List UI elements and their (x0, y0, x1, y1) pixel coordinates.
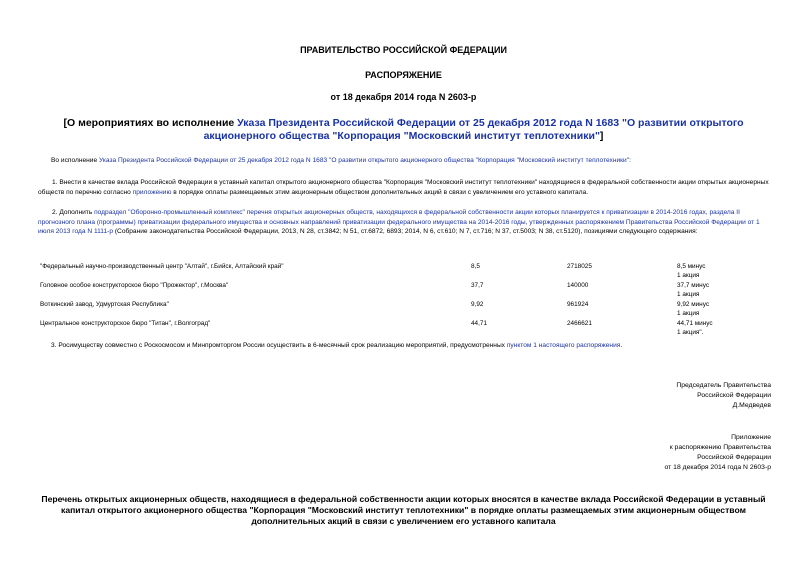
document-date-number: от 18 декабря 2014 года N 2603-р (330, 92, 477, 102)
table-row-2-shares: 140000 (567, 282, 589, 289)
table-row-4-note2: 1 акция". (677, 329, 704, 336)
p1-text-a: 1. Внести в качестве вклада Российской Федерации в уставный капитал открытого акционерного общества "Корпорация "Московский институт теплотехники" находящиеся в федеральной собственности акции открытых акционерных обществ по перечню согласно (38, 179, 769, 196)
appendix-line-3: Российской Федерации (697, 454, 771, 461)
government-heading: ПРАВИТЕЛЬСТВО РОССИЙСКОЙ ФЕДЕРАЦИИ (300, 45, 507, 55)
p1-text-b: в порядке оплаты размещаемых этим акционерным обществом дополнительных акций в связи с увеличением его уставного капитала. (171, 188, 589, 196)
intro-prefix: Во исполнение (51, 157, 99, 164)
privatization-plan-link[interactable]: подраздел "Оборонно-промышленный комплекс" перечня открытых акционерных обществ, находящихся в федеральной собственности акции которых планируется к приватизации в 2014-2016 годах, раздела II прогнозного плана (программы) приватизации федерального имущества и основных направлений приватизации федерального имущества на 2014-2016 годы, утвержденных распоряжением Правительства Российской Федерации от 1 июля 2013 года N 1111-р (38, 209, 760, 236)
table-row-2-pct: 37,7 (471, 282, 484, 289)
appendix-list-title: Перечень открытых акционерных обществ, находящиеся в федеральной собственности акции которых вносятся в качестве вклада Российской Федерации в уставный капитал открытого акционерного общества "Корпорация "Московский институт теплотехники" в порядке оплаты размещаемых этим акционерным обществом дополнительных акций в связи с увеличением его уставного капитала (41, 494, 766, 526)
p2-text-a: 2. Дополнить (52, 209, 95, 216)
signature-block (676, 381, 771, 411)
appendix-line-4: от 18 декабря 2014 года N 2603-р (664, 464, 771, 471)
table-row-4-name: Центральное конструкторское бюро "Титан", г.Волгоград" (40, 320, 211, 327)
table-row-3-note1: 9,92 минус (677, 301, 710, 308)
table-row-1-pct: 8,5 (471, 263, 480, 270)
table-row-1-name: "Федеральный научно-производственный центр "Алтай", г.Бийск, Алтайский край" (40, 263, 284, 270)
appendix-line-1: Приложение (731, 434, 771, 441)
table-row-3-name: Воткинский завод, Удмуртская Республика" (40, 301, 169, 308)
title-suffix: ] (599, 130, 604, 142)
table-row-1-note1: 8,5 минус (677, 263, 706, 270)
intro-paragraph (51, 156, 771, 166)
table-row-4-note1: 44,71 минус (677, 320, 713, 327)
table-row-4-shares: 2466621 (567, 320, 592, 327)
paragraph-2 (38, 208, 771, 237)
document-type: РАСПОРЯЖЕНИЕ (365, 70, 442, 80)
title-decree-link[interactable]: Указа Президента Российской Федерации от 25 декабря 2012 года N 1683 "О развитии открытого акционерного общества "Корпорация "Московский институт теплотехники" (203, 117, 744, 142)
table-row-2-name: Головное особое конструкторское бюро "Прожектор", г.Москва" (40, 282, 229, 289)
paragraph-3 (51, 341, 771, 351)
signature-line-1: Председатель Правительства (676, 382, 771, 389)
appendix-line-2: к распоряжению Правительства (669, 444, 771, 451)
table-row-2-note2: 1 акция (677, 291, 700, 298)
intro-decree-link[interactable]: Указа Президента Российской Федерации от 25 декабря 2012 года N 1683 "О развитии открытого акционерного общества "Корпорация "Московский институт теплотехники" (98, 157, 630, 164)
document-title (40, 117, 767, 143)
appendix-link[interactable]: приложению (132, 188, 172, 196)
paragraph-1 (38, 178, 771, 197)
appendix-block (665, 433, 771, 473)
signature-name: Д.Медведев (732, 402, 771, 409)
table-row-3-shares: 961924 (567, 301, 589, 308)
table-row-3-note2: 1 акция (677, 310, 700, 317)
table-row-3-pct: 9,92 (471, 301, 484, 308)
table-row-4-pct: 44,71 (471, 320, 487, 327)
table-row-1-note2: 1 акция (677, 272, 700, 279)
table-row-2-note1: 37,7 минус (677, 282, 710, 289)
intro-suffix: : (629, 157, 631, 164)
title-prefix: [О мероприятиях во исполнение (63, 117, 238, 129)
p2-text-b: (Собрание законодательства Российской Федерации, 2013, N 28, ст.3842; N 51, ст.6872, 6893; 2014, N 6, ст.610; N 7, ст.716; N 37, ст.5003; N 38, ст.5120), позициями следующего содержания: (113, 228, 698, 236)
p3-text-b: . (620, 342, 623, 349)
p3-text-a: 3. Росимуществу совместно с Роскосмосом и Минпромторгом России осуществить в 6-месячный срок реализацию мероприятий, предусмотренных (51, 342, 507, 349)
signature-line-2: Российской Федерации (697, 392, 771, 399)
table-row-1-shares: 2718025 (567, 263, 592, 270)
point-1-link[interactable]: пунктом 1 настоящего распоряжения (506, 342, 621, 349)
